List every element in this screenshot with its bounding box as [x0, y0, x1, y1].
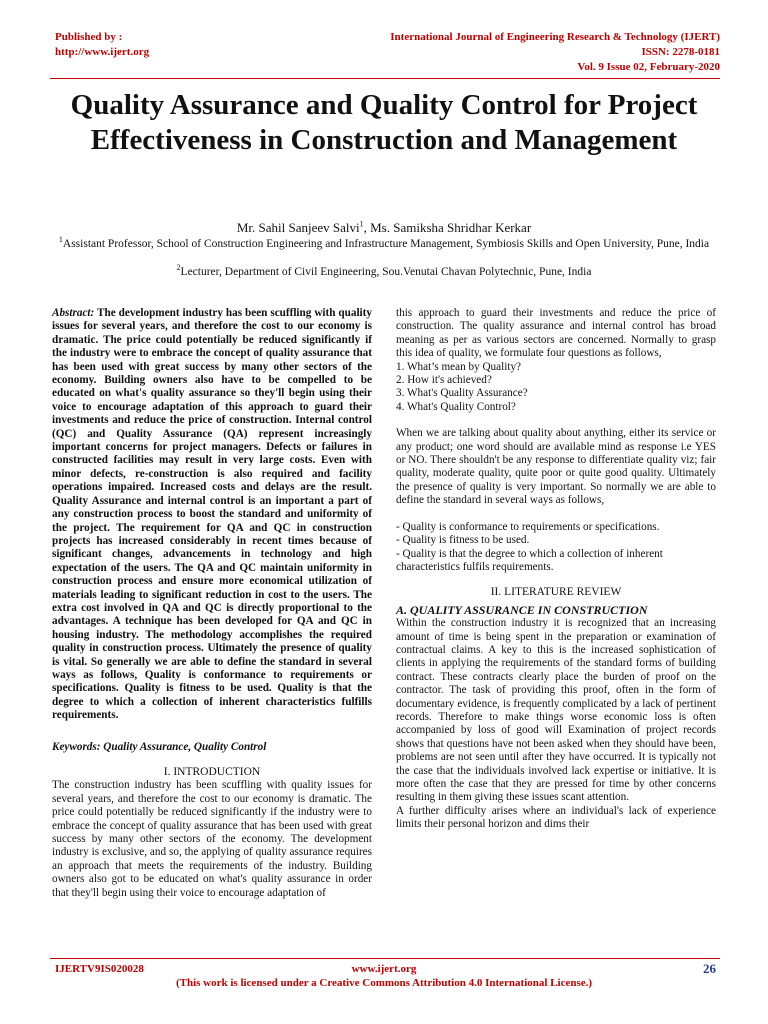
footer-center — [0, 962, 768, 990]
affiliation-1 — [40, 237, 728, 251]
published-by: Published by : — [55, 31, 123, 43]
abstract-text: The development industry has been scuffling with quality issues for several years, and therefore the cost to our economy is dramatic. The price could potentially be reduced significantly if the industry were to embrace the concept of quality assurance that has been used with great success by many other sectors of the economy. Building owners also have to be compelled to be educated on what's quality assurance so they'll begin using their voice to encourage adaptation of this approach to guard their investments and reduce the price of construction. Internal control (QC) and Quality Assurance (QA) represent increasingly important concerns for project managers. Defects or failures in constructed facilities may result in very large costs. Even with minor defects, re-construction is also required and facility operations impaired. Increased costs and delays are the result. Quality Assurance and internal control is an important a part of any construction process to boost the standard and uniformity of the project. The requirement for QA and QC in construction projects has increased considerably in recent times because of significant changes, advancements in technology and high expectation of the users. The QA and QC maintain uniformity in construction process and ensure more economical utilization of materials leading to significant reduction in cost to the users. The extra cost involved in QA and QC is directly proportional to the advantages. A technique has been developed for QA and QC in housing industry. The methodology accomplishes the required quality in construction process. Ultimately the presence of quality is vital. So generally we are able to define the standard in several ways as follows, Quality is conformance to requirements or specifications. Quality is fitness to be used. Quality is that the degree to which a collection of inherent characteristics fulfills requirements. — [52, 307, 372, 722]
journal-website-link[interactable]: http://www.ijert.org — [55, 46, 150, 58]
affiliation-2-sup: 2 — [176, 263, 181, 273]
author-separator: , — [363, 220, 371, 235]
question-list — [396, 361, 716, 415]
introduction-paragraph-3: When we are talking about quality about anything, either its service or any product; one word should are available mind as response i.e YES or NO. There shouldn't be any response to differentiate quality viz; fair quality, moderate quality, quite poor or quite good quality. Ultimately the presence of quality is very important. So normally we are able to define the standard in several ways as follows, — [396, 427, 716, 507]
journal-name: International Journal of Engineering Research & Technology (IJERT) — [390, 31, 720, 43]
header-right — [390, 30, 720, 75]
header-left — [55, 30, 149, 60]
author-1: Mr. Sahil Sanjeev Salvi — [236, 220, 360, 235]
list-item: 4. What's Quality Control? — [396, 400, 516, 413]
footer-divider — [50, 958, 720, 959]
abstract — [52, 307, 372, 723]
definition-list — [396, 521, 716, 575]
paper-title: Quality Assurance and Quality Control for Project Effectiveness in Construction and Management — [70, 89, 698, 156]
list-item: 1. What’s mean by Quality? — [396, 360, 522, 373]
list-item: 2. How it's achieved? — [396, 374, 492, 387]
right-column — [396, 307, 716, 832]
paper-id: IJERTV9IS020028 — [55, 963, 144, 975]
list-item: - Quality is fitness to be used. — [396, 534, 530, 547]
header-divider — [50, 78, 720, 79]
literature-paragraph-1: Within the construction industry it is recognized that an increasing amount of time is being spent in the preparation or examination of contractual claims. A key to this is the increased sophistication of clients in applying the requirements of the standard forms of building contract. These contracts clearly place the burden of proof on the contractor. The task of providing this proof, often in the form of documentary evidence, is frequently complicated by a lack of pertinent records. Therefore to make things worse economic loss is often accompanied by loss of good will Examination of project records shows that questions have not been asked when they should have been, problems are not seen until after they have occurred. It is typically not the case that the individuals involved lack expertise or initiative. It is more often the case that they are pressed for time by other concerns resulting in them giving these issues scant attention. — [396, 617, 716, 804]
subsection-heading-qa-construction: A. QUALITY ASSURANCE IN CONSTRUCTION — [396, 602, 648, 617]
introduction-paragraph-1: The construction industry has been scuffling with quality issues for several years, and therefore the cost to our economy is dramatic. The price could potentially be reduced significantly if the industry were to embrace the concept of quality assurance that has been used with great success by many other sectors of the economy. The development industry is exclusive, and so, the applying of quality assurance requires an approach that meets the requirements of the industry. Building owners also got to be educated on what's quality assurance in order that they'll begin using their voice to encourage adaptation of — [52, 779, 372, 899]
volume-issue: Vol. 9 Issue 02, February-2020 — [577, 61, 720, 73]
author-2: Ms. Samiksha Shridhar Kerkar — [370, 220, 532, 235]
abstract-label: Abstract: — [52, 307, 95, 319]
authors — [40, 220, 728, 235]
affiliation-2 — [40, 265, 728, 279]
literature-paragraph-2: A further difficulty arises where an individual's lack of experience limits their personal horizon and dims their — [396, 804, 716, 831]
affiliation-2-text: Lecturer, Department of Civil Engineering, Sou.Venutai Chavan Polytechnic, Pune, India — [180, 266, 592, 278]
affiliation-1-sup: 1 — [58, 235, 63, 245]
issn: ISSN: 2278-0181 — [641, 46, 720, 58]
list-item: - Quality is that the degree to which a collection of inherent characteristics fulfils requirements. — [396, 547, 663, 573]
introduction-paragraph-2: this approach to guard their investments and reduce the price of construction. The quality assurance and internal control has broad meaning as per as various sectors are concerned. Normally to grasp this idea of quality, we formulate four questions as follows, — [396, 307, 716, 360]
list-item: 3. What's Quality Assurance? — [396, 387, 528, 400]
page-number: 26 — [703, 961, 716, 976]
affiliation-1-text: Assistant Professor, School of Construction Engineering and Infrastructure Management, Symbiosis Skills and Open University, Pune, India — [62, 238, 710, 250]
author-1-sup: 1 — [359, 219, 364, 229]
section-heading-literature-review: II. LITERATURE REVIEW — [490, 586, 622, 599]
list-item: - Quality is conformance to requirements or specifications. — [396, 520, 660, 533]
left-column — [52, 307, 372, 900]
keywords: Keywords: Quality Assurance, Quality Control — [52, 740, 267, 753]
license-notice: (This work is licensed under a Creative Commons Attribution 4.0 International License.) — [175, 977, 593, 989]
section-heading-introduction: I. INTRODUCTION — [163, 766, 261, 778]
footer-website-link[interactable]: www.ijert.org — [351, 963, 417, 975]
